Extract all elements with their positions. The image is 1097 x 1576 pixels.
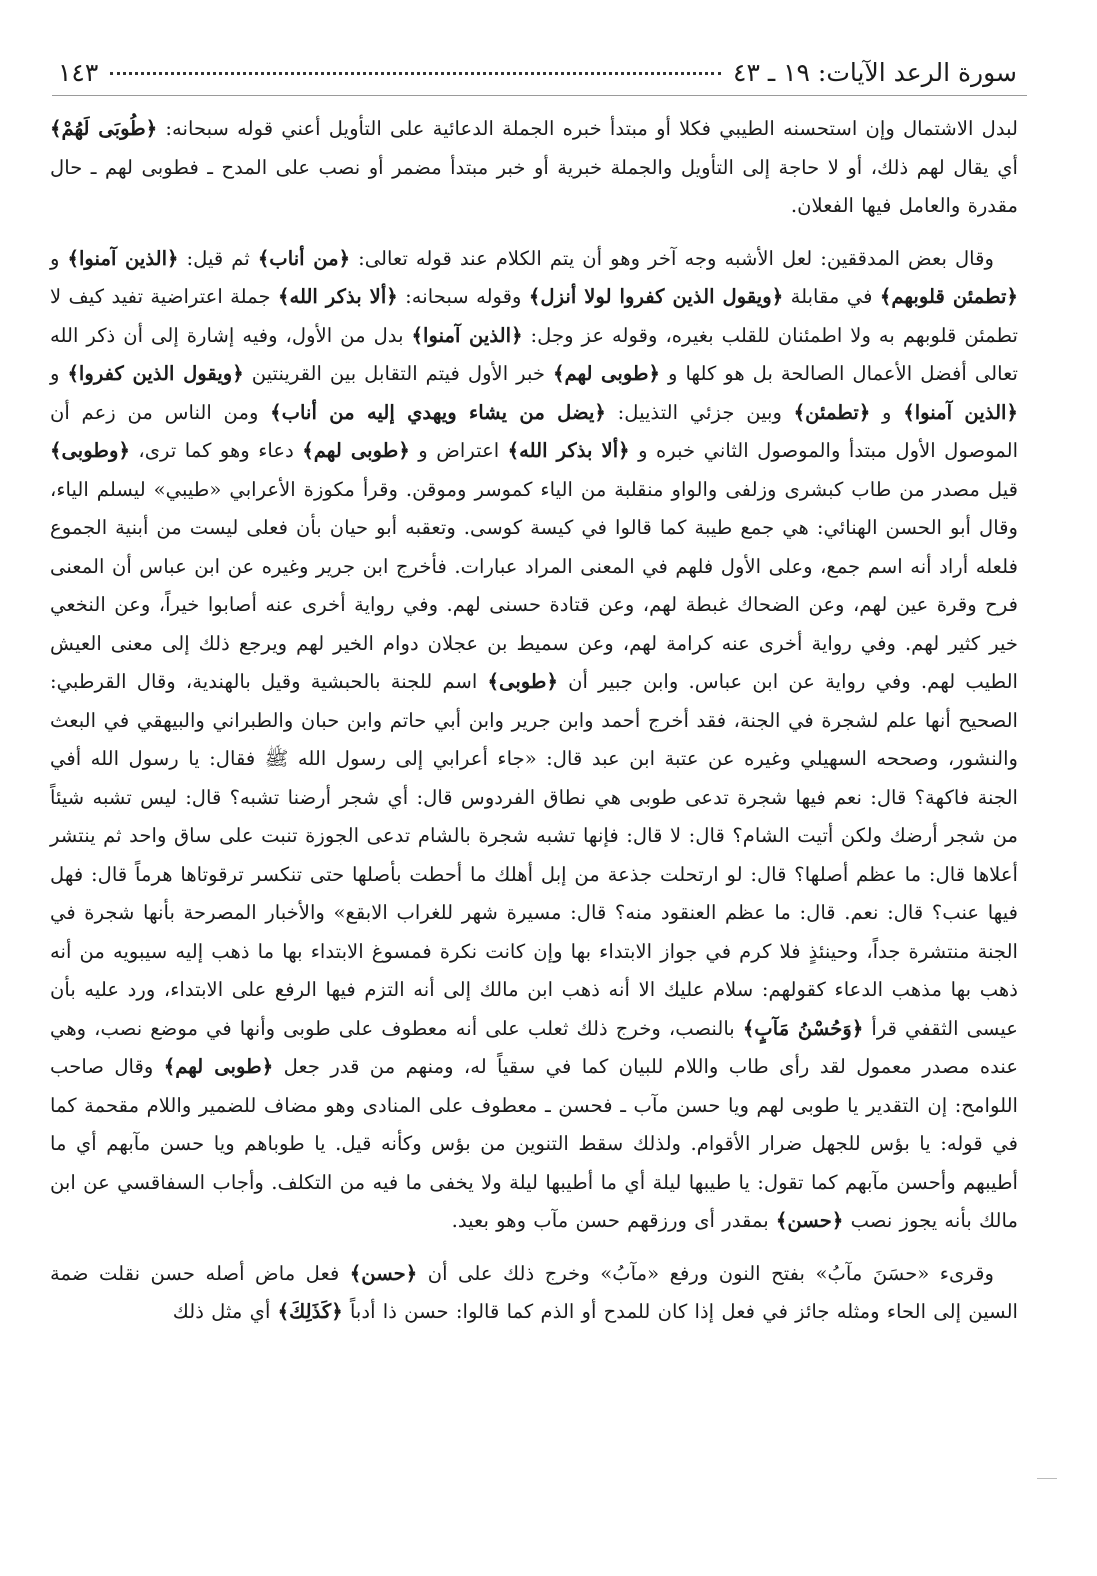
text-run: و	[50, 362, 68, 385]
quran-quote: ﴿تطمئن﴾	[793, 400, 871, 424]
dotted-leader	[110, 72, 721, 75]
text-run: بالنصب، وخرج ذلك ثعلب على أنه معطوف على طوبى وأنها في موضع نصب، وهي عنده مصدر معمول لقد رأى طاب واللام للبيان كما في سقياً له، ومنهم من قدر جعل	[50, 1016, 1019, 1078]
text-run: قيل مصدر من طاب كبشرى وزلفى والواو منقلبة من الياء كموسر وموقن. وقرأ مكوزة الأعرابي «طيبي» ليسلم الياء، وقال أبو الحسن الهنائي: هي جمع طيبة كما قالوا في كيسة كوسى. وتعقبه أبو حيان بأن فعلى ليست من أبنية الجموع فلعله أراد أنه اسم جمع، وعلى الأول فلهم في المعنى المراد عبارات. فأخرج ابن جرير وغيره عن ابن عباس أن المعنى فرح وقرة عين لهم، وعن الضحاك غبطة لهم، وعن قتادة حسنى لهم. وفي رواية أخرى عنه أصابوا خيراً، وعن النخعي خير كثير لهم. وفي رواية أخرى عنه كرامة لهم، وعن سميط بن عجلان دوام الخير لهم ويرجع ذلك إلى معنى العيش الطيب لهم. وفي رواية عن ابن عباس. وابن جبير أن	[50, 477, 1018, 693]
quran-quote: ﴿طوبى لهم﴾	[302, 439, 410, 462]
page-number: ١٤٣	[58, 58, 99, 87]
quran-quote: ﴿الذين آمنوا﴾	[411, 323, 523, 347]
quran-quote: ﴿ويقول الذين كفروا﴾	[67, 362, 244, 385]
paragraph	[50, 110, 1018, 226]
quran-quote: ﴿وطوبى﴾	[50, 439, 130, 462]
text-run: اعتراض و	[409, 439, 508, 462]
page-body	[50, 110, 1018, 1332]
text-run: و	[50, 246, 68, 270]
text-run: دعاء وهو كما ترى،	[129, 439, 303, 462]
header-rule	[52, 95, 1027, 96]
text-run: وقال بعض المدققين: لعل الأشبه وجه آخر وهو أن يتم الكلام عند قوله تعالى:	[350, 246, 994, 270]
running-header	[58, 58, 1017, 92]
quran-quote: ﴿طوبى لهم﴾	[163, 1055, 274, 1078]
quran-quote: ﴿طُوبَى لَهُمْ﴾	[50, 117, 158, 140]
quran-quote: ﴿حسن﴾	[349, 1261, 418, 1285]
quran-quote: ﴿طوبى لهم﴾	[552, 362, 661, 385]
text-run: وقرىء «حسَنَ مآبُ» بفتح النون ورفع «مآبُ» وخرج ذلك على أن	[417, 1261, 995, 1285]
text-run: وقال صاحب اللوامح: إن التقدير يا طوبى لهم ويا حسن مآب ـ فحسن ـ معطوف على المنادى وهو مضاف للضمير واللام مقحمة كما في قوله: يا بؤس للجهل ضرار الأقوام. ولذلك سقط التنوين من بؤس وكأنه قيل. يا طوباهم ويا حسن مآبهم أي ما أطيبهم وأحسن مآبهم كما تقول: يا طيبها ليلة أي ما أطيبها ليلة ولا يخفى ما فيه من التكلف. وأجاب السفاقسي عن ابن مالك بأنه يجوز نصب	[50, 1055, 1018, 1232]
text-run: لبدل الاشتمال وإن استحسنه الطيبي فكلا أو مبتدأ خبره الجملة الدعائية على التأويل أعني قوله سبحانه:	[157, 117, 1019, 140]
quran-quote: ﴿وَحُسْنُ مَآبٍ﴾	[742, 1016, 864, 1040]
text-run: خبر الأول فيتم التقابل بين القرينتين	[243, 362, 553, 385]
quran-quote: ﴿الذين آمنوا﴾	[67, 246, 179, 270]
paragraph	[50, 1255, 1018, 1332]
quran-quote: ﴿تطمئن قلوبهم﴾	[879, 285, 1018, 308]
text-run: بمقدر أى ورزقهم حسن مآب وهو بعيد.	[451, 1209, 776, 1232]
margin-mark	[1037, 1478, 1057, 1479]
surah-title: سورة الرعد الآيات: ١٩ ـ ٤٣	[733, 58, 1017, 87]
text-run: في مقابلة	[783, 285, 880, 308]
paragraph	[50, 240, 1018, 1241]
text-run: فعل ماض أصله حسن نقلت ضمة السين إلى الحاء ومثله جائز في فعل إذا كان للمدح أو الذم كما قالوا: حسن ذا أدباً	[50, 1261, 1018, 1323]
text-run: ثم قيل:	[178, 246, 258, 270]
quran-quote: ﴿حسن﴾	[775, 1209, 844, 1232]
quran-quote: ﴿من أناب﴾	[257, 246, 351, 270]
quran-quote: ﴿طوبى﴾	[487, 670, 558, 693]
quran-quote: ﴿كَذَلِكَ﴾	[277, 1300, 343, 1323]
text-run: أي مثل ذلك	[172, 1300, 278, 1323]
quran-quote: ﴿ألا بذكر الله﴾	[507, 439, 630, 462]
text-run: بدل من الأول، وفيه إشارة إلى أن ذكر الله تعالى أفضل الأعمال الصالحة بل هو كلها و	[50, 323, 1018, 385]
text-run: ومن الناس من زعم أن الموصول الأول مبتدأ والموصول الثاني خبره و	[50, 400, 1019, 462]
quran-quote: ﴿ألا بذكر الله﴾	[277, 285, 398, 308]
quran-quote: ﴿الذين آمنوا﴾	[903, 400, 1018, 424]
quran-quote: ﴿يضل من يشاء ويهدي إليه من أناب﴾	[270, 400, 606, 424]
text-run: وبين جزئي التذييل:	[605, 400, 794, 424]
quran-quote: ﴿ويقول الذين كفروا لولا أنزل﴾	[528, 285, 784, 308]
text-run: و	[870, 400, 904, 424]
text-run: أي يقال لهم ذلك، أو لا حاجة إلى التأويل والجملة خبرية أو خبر مبتدأ مضمر أو نصب على المدح ـ فطوبى لهم ـ حال مقدرة والعامل فيها الفعلان.	[50, 155, 1018, 217]
text-run: وقوله سبحانه:	[397, 285, 529, 308]
text-run: جملة اعتراضية تفيد كيف لا تطمئن قلوبهم به ولا اطمئنان للقلب بغيره، وقوله عز وجل:	[50, 285, 1018, 347]
text-run: اسم للجنة بالحبشية وقيل بالهندية، وقال القرطبي: الصحيح أنها علم لشجرة في الجنة، فقد أخرج أحمد وابن جرير وابن أبي حاتم وابن حبان والطبراني والبيهقي في البعث والنشور، وصححه السهيلي وغيره عن عتبة ابن عبد قال: «جاء أعرابي إلى رسول الله ﷺ فقال: يا رسول الله أفي الجنة فاكهة؟ قال: نعم فيها شجرة تدعى طوبى هي نطاق الفردوس قال: أي شجر أرضنا تشبه؟ قال: ليس تشبه شيئاً من شجر أرضك ولكن أتيت الشام؟ قال: لا قال: فإنها تشبه شجرة بالشام تدعى الجوزة تنبت على ساق واحد ثم ينتشر أعلاها قال: ما عظم أصلها؟ قال: لو ارتحلت جذعة من إبل أهلك ما أحطت بأصلها حتى تنكسر ترقوتاها هرماً قال: فهل فيها عنب؟ قال: نعم. قال: ما عظم العنقود منه؟ قال: مسيرة شهر للغراب الابقع» والأخبار المصرحة بأنها شجرة في الجنة منتشرة جداً، وحينئذٍ فلا كرم في جواز الابتداء بها وإن كانت نكرة فمسوغ الابتداء بها ما ذهب إليه سيبويه من أنه ذهب بها مذهب الدعاء كقولهم: سلام عليك الا أنه ذهب ابن مالك إلى أنه التزم فيها الرفع على الابتداء، ورد عليه بأن عيسى الثقفي قرأ	[50, 670, 1019, 1040]
